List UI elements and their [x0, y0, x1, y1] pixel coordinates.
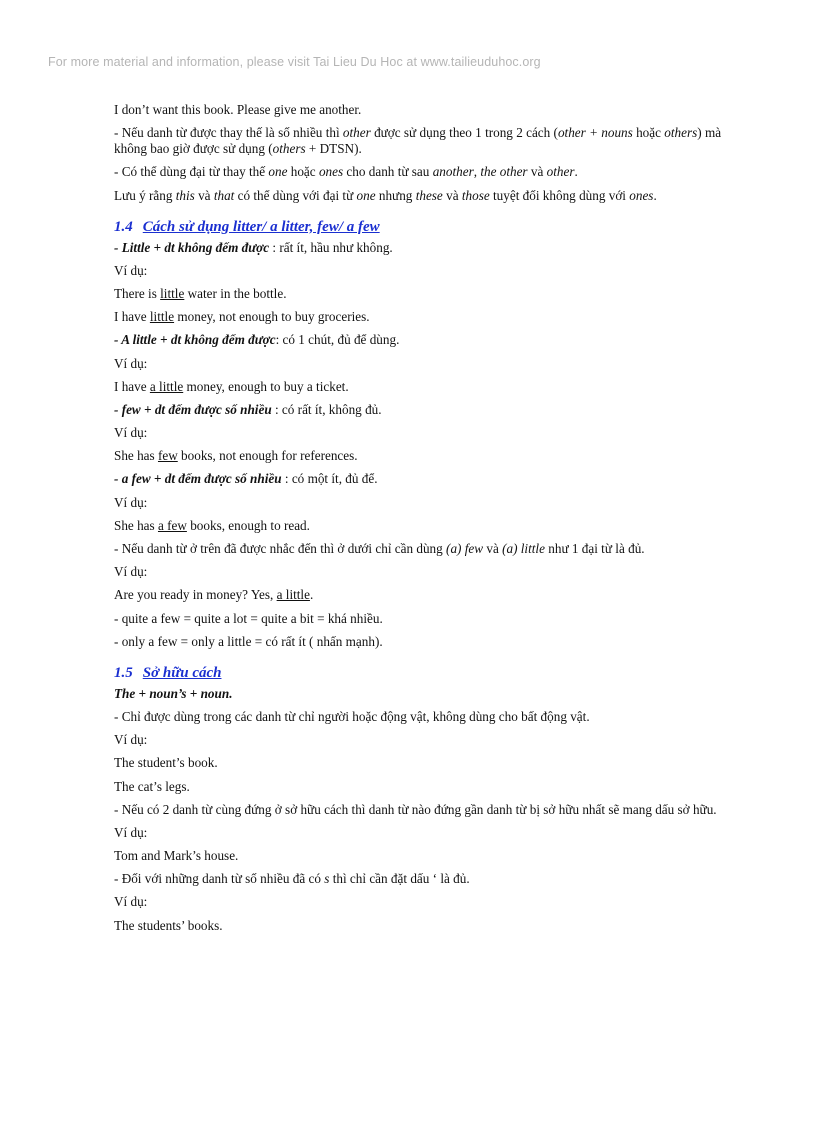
rule-two-nouns: - Nếu có 2 danh từ cùng đứng ở sở hữu cách thì danh từ nào đứng gần danh từ bị sở hữu nhất sẽ mang dấu sở hữu.	[114, 801, 717, 817]
example-label: Ví dụ:	[114, 824, 148, 840]
example-sentence: Tom and Mark’s house.	[114, 848, 239, 864]
example-label: Ví dụ:	[114, 894, 148, 910]
example-sentence: I don’t want this book. Please give me another.	[114, 102, 362, 117]
example-label: Ví dụ:	[114, 564, 148, 580]
section-number: 1.4	[114, 218, 133, 235]
rule-few: - few + dt đếm được số nhiều : có rất ít, không đủ.	[114, 401, 382, 417]
example-label: Ví dụ:	[114, 262, 148, 278]
rule-a-little: - A little + dt không đếm được: có 1 chút, đủ để dùng.	[114, 332, 400, 348]
example-label: Ví dụ:	[114, 425, 148, 441]
note-quite-a-few: - quite a few = quite a lot = quite a bit = khá nhiều.	[114, 610, 383, 626]
example-sentence: The cat’s legs.	[114, 778, 190, 794]
section-number: 1.5	[114, 664, 133, 681]
section-title-link[interactable]: Sở hữu cách	[142, 664, 222, 681]
rule-a-few: - a few + dt đếm được số nhiều : có một ít, đủ để.	[114, 471, 378, 487]
rule-plural-s: - Đối với những danh từ số nhiều đã có s thì chỉ cần đặt dấu ‘ là đủ.	[114, 871, 470, 887]
rule-people-animals: - Chỉ được dùng trong các danh từ chỉ người hoặc động vật, không dùng cho bất động vật.	[114, 708, 590, 724]
example-sentence: The students’ books.	[114, 917, 223, 933]
rule-one-ones: - Có thể dùng đại từ thay thế one hoặc ones cho danh từ sau another, the other và other.	[114, 164, 578, 180]
note-only-a-few: - only a few = only a little = có rất ít ( nhấn mạnh).	[114, 633, 383, 649]
possessive-formula: The + noun’s + noun.	[114, 685, 233, 701]
page-header-note: For more material and information, please visit Tai Lieu Du Hoc at www.tailieuduhoc.org	[48, 55, 541, 69]
section-heading-1-4	[114, 218, 726, 236]
rule-little: - Little + dt không đếm được : rất ít, hầu như không.	[114, 239, 393, 255]
note-pronoun-use: - Nếu danh từ ở trên đã được nhắc đến thì ở dưới chỉ cần dùng (a) few và (a) little như 1 đại từ là đủ.	[114, 541, 645, 556]
example-sentence: I have little money, not enough to buy groceries.	[114, 309, 370, 325]
section-title-link[interactable]: Cách sử dụng litter/ a litter, few/ a few	[142, 218, 380, 235]
example-sentence: Are you ready in money? Yes, a little.	[114, 587, 314, 603]
example-label: Ví dụ:	[114, 732, 148, 748]
example-sentence: She has a few books, enough to read.	[114, 517, 310, 533]
section-heading-1-5	[114, 664, 726, 682]
example-sentence: There is little water in the bottle.	[114, 285, 287, 301]
example-label: Ví dụ:	[114, 494, 148, 510]
rule-plural-other: - Nếu danh từ được thay thế là số nhiều thì other được sử dụng theo 1 trong 2 cách (other + nouns hoặc others) mà không bao giờ được sử dụng (others + DTSN).	[114, 125, 722, 157]
note-this-that: Lưu ý rằng this và that có thể dùng với đại từ one nhưng these và those tuyệt đối không dùng với ones.	[114, 187, 657, 203]
example-label: Ví dụ:	[114, 355, 148, 371]
example-sentence: The student’s book.	[114, 755, 218, 771]
example-sentence: I have a little money, enough to buy a ticket.	[114, 378, 349, 394]
document-body	[114, 102, 726, 941]
example-sentence: She has few books, not enough for references.	[114, 448, 358, 464]
